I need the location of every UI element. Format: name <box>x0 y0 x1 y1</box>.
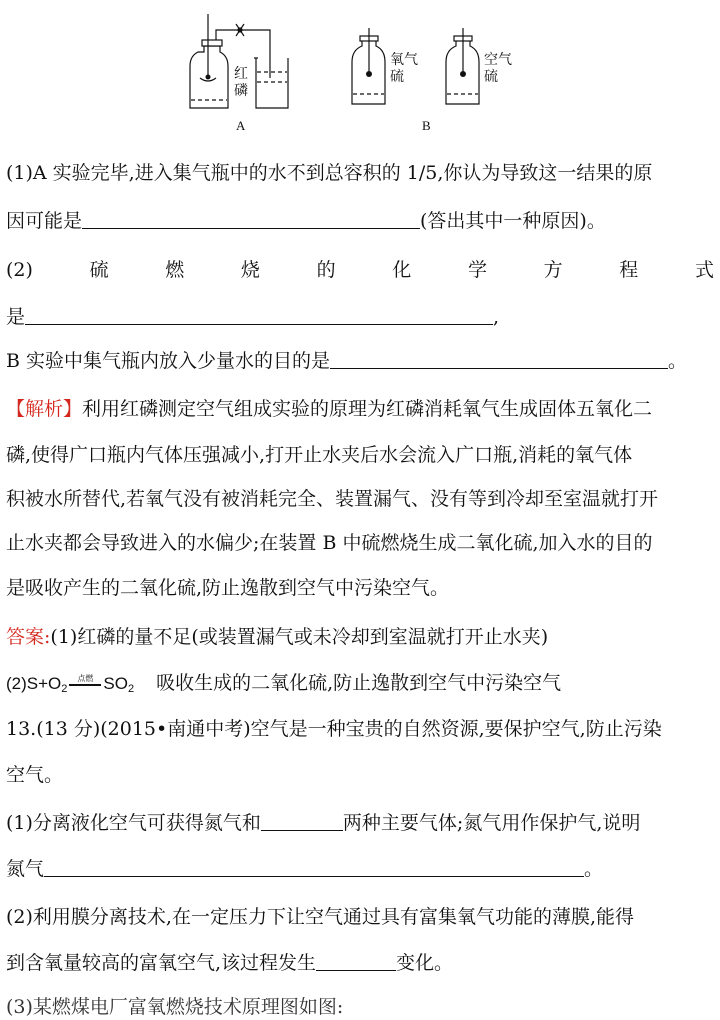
phosphorus-char: 磷 <box>234 83 248 99</box>
q13-p2-line2-prefix: 到含氧量较高的富氧空气,该过程发生 <box>6 952 317 974</box>
q13-p1-line2-suffix: 。 <box>584 858 604 880</box>
equals-sign <box>69 684 101 686</box>
q2-char: 方 <box>543 259 563 281</box>
figure-label-b: B <box>422 118 431 133</box>
q2-char: 燃 <box>165 259 185 281</box>
equation-product: SO <box>103 674 128 693</box>
q13-p1-line1 <box>6 810 714 836</box>
answer-line1 <box>6 624 714 650</box>
analysis-line5: 是吸收产生的二氧化硫,防止逸散到空气中污染空气。 <box>6 577 450 599</box>
sulfur-text-2: 硫 <box>484 69 498 85</box>
q2-line3-suffix: 。 <box>668 350 688 372</box>
analysis-line3: 积被水所替代,若氧气没有被消耗完全、装置漏气、没有等到冷却至室温就打开 <box>6 488 659 510</box>
q13-gas-blank[interactable] <box>261 810 343 831</box>
q13-p1-mid: 两种主要气体;氮气用作保护气,说明 <box>342 812 641 834</box>
answer-tag: 答案: <box>6 626 51 648</box>
reaction-condition: 点燃 <box>77 674 94 683</box>
q13-p2-line1: (2)利用膜分离技术,在一定压力下让空气通过具有富集氧气功能的薄膜,能得 <box>6 906 634 928</box>
q2-char: 学 <box>467 259 487 281</box>
answer-line2-text: 吸收生成的二氧化硫,防止逸散到空气中污染空气 <box>156 672 562 694</box>
q2-line2 <box>6 304 714 330</box>
q2-char: 烧 <box>240 259 260 281</box>
analysis-tag: 【解析】 <box>6 398 83 420</box>
q13-p1-line2-prefix: 氮气 <box>6 858 45 880</box>
phosphorus-dot <box>206 75 211 80</box>
q2-char: 的 <box>316 259 336 281</box>
q13-line1: 13.(13 分)(2015•南通中考)空气是一种宝贵的自然资源,要保护空气,防止污染 <box>6 718 662 740</box>
q1-line2-prefix: 因可能是 <box>6 210 83 232</box>
air-text: 空气 <box>484 52 512 68</box>
oxygen-sulfur-label <box>390 52 418 86</box>
q2-char: 程 <box>619 259 639 281</box>
reaction-arrow <box>67 671 103 700</box>
q1-line2-suffix: (答出其中一种原因)。 <box>420 210 606 232</box>
so2-subscript: 2 <box>127 683 135 695</box>
q13-nitrogen-blank[interactable] <box>44 856 584 877</box>
q2-equation-blank[interactable] <box>25 304 493 325</box>
analysis-text: 利用红磷测定空气组成实验的原理为红磷消耗氧气生成固体五氧化二 <box>82 398 653 420</box>
oxygen-text: 氧气 <box>390 52 418 68</box>
analysis-line2: 磷,使得广口瓶内气体压强减小,打开止水夹后水会流入广口瓶,消耗的氧气体 <box>6 444 633 466</box>
analysis-line4: 止水夹都会导致进入的水偏少;在装置 B 中硫燃烧生成二氧化硫,加入水的目的 <box>6 532 653 554</box>
apparatus-figure <box>180 8 540 138</box>
o2-subscript: 2 <box>61 683 68 695</box>
q2-purpose-blank[interactable] <box>330 348 668 369</box>
q1-line1: (1)A 实验完毕,进入集气瓶中的水不到总容积的 1/5,你认为导致这一结果的原 <box>6 162 653 184</box>
analysis-line1 <box>6 396 714 422</box>
q2-line2-prefix: 是 <box>6 306 26 328</box>
air-sulfur-label <box>484 52 512 86</box>
q13-p1-prefix: (1)分离液化空气可获得氮气和 <box>6 812 261 834</box>
q13-p2-line2 <box>6 950 714 976</box>
answer-text: (1)红磷的量不足(或装置漏气或未冷却到室温就打开止水夹) <box>50 626 549 648</box>
q2-line3-prefix: B 实验中集气瓶内放入少量水的目的是 <box>6 350 331 372</box>
q13-p2-line2-suffix: 变化。 <box>396 952 454 974</box>
q2-char: (2) <box>6 259 33 281</box>
q1-line2 <box>6 208 714 234</box>
q2-char: 化 <box>392 259 412 281</box>
q2-char: 式 <box>694 259 714 281</box>
figure-label-a: A <box>236 118 246 133</box>
q2-line1 <box>6 257 714 283</box>
q13-change-blank[interactable] <box>316 950 396 971</box>
q2-line3 <box>6 348 714 374</box>
equation-reactants: (2)S+O <box>6 674 62 693</box>
answer-line2 <box>6 670 714 702</box>
q13-line2: 空气。 <box>6 764 64 786</box>
red-phosphorus-label <box>234 66 248 100</box>
equation <box>6 674 134 693</box>
red-char: 红 <box>234 66 248 82</box>
sulfur-text: 硫 <box>390 69 404 85</box>
q2-char: 硫 <box>89 259 109 281</box>
q1-answer-blank[interactable] <box>82 208 420 229</box>
q13-p1-line2 <box>6 856 714 882</box>
q13-p3: (3)某燃煤电厂富氧燃烧技术原理图如图: <box>6 996 344 1018</box>
q2-line2-suffix: , <box>493 306 500 328</box>
